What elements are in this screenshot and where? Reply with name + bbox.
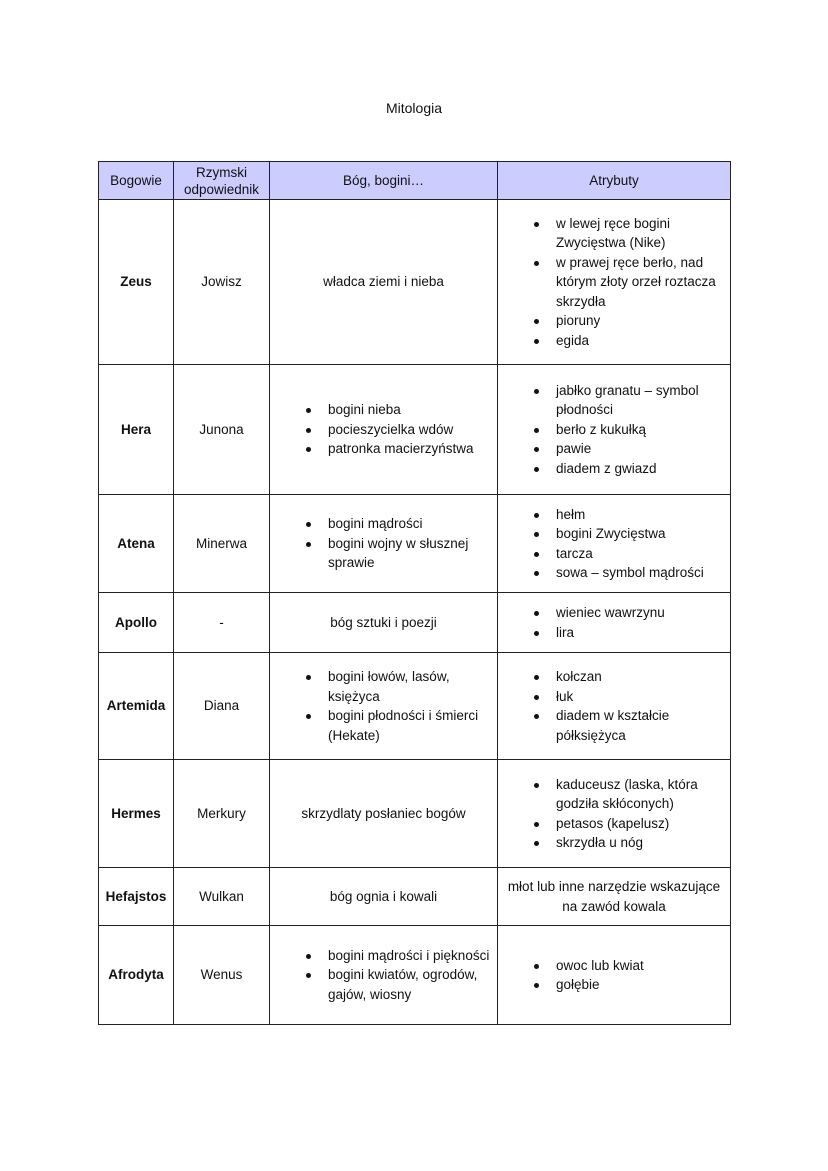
list-item: bogini Zwycięstwa [556,524,724,544]
list-item: skrzydła u nóg [556,833,724,853]
list-item: gołębie [556,975,724,995]
roman-equivalent: Jowisz [174,200,270,365]
god-name: Artemida [99,653,174,760]
list-item: diadem z gwiazd [556,459,724,479]
list-item: kołczan [556,667,724,687]
list-item: sowa – symbol mądrości [556,563,724,583]
list-item: egida [556,331,724,351]
god-name: Zeus [99,200,174,365]
list-item: bogini płodności i śmierci (Hekate) [328,706,491,745]
role-list [276,400,491,459]
list-item: bogini mądrości i piękności [328,946,491,966]
table-row [99,926,731,1025]
attributes-cell [498,495,731,593]
roman-equivalent: Diana [174,653,270,760]
list-item: bogini kwiatów, ogrodów, gajów, wiosny [328,965,491,1004]
roman-equivalent: Minerwa [174,495,270,593]
god-name: Afrodyta [99,926,174,1025]
list-item: wieniec wawrzynu [556,603,724,623]
attributes-cell: młot lub inne narzędzie wskazujące na zawód kowala [498,868,731,926]
list-item: bogini mądrości [328,514,491,534]
god-name: Atena [99,495,174,593]
table-row [99,365,731,495]
roman-equivalent: Wenus [174,926,270,1025]
attributes-list [504,775,724,853]
list-item: petasos (kapelusz) [556,814,724,834]
attributes-cell [498,760,731,868]
list-item: lira [556,623,724,643]
list-item: owoc lub kwiat [556,956,724,976]
attributes-cell [498,365,731,495]
list-item: pocieszycielka wdów [328,420,491,440]
role-list [276,667,491,745]
role-list [276,514,491,573]
header-roman: Rzymski odpowiednik [174,162,270,200]
god-name: Hermes [99,760,174,868]
attributes-cell [498,200,731,365]
list-item: jabłko granatu – symbol płodności [556,381,724,420]
god-name: Hera [99,365,174,495]
document-title: Mitologia [385,100,443,116]
table-row [99,868,731,926]
role-cell: skrzydlaty posłaniec bogów [270,760,498,868]
role-cell: władca ziemi i nieba [270,200,498,365]
list-item: bogini łowów, lasów, księżyca [328,667,491,706]
attributes-list [504,956,724,995]
role-cell [270,926,498,1025]
header-gods: Bogowie [99,162,174,200]
list-item: pawie [556,439,724,459]
list-item: diadem w kształcie półksiężyca [556,706,724,745]
table-row [99,495,731,593]
attributes-list [504,381,724,479]
attributes-list [504,214,724,351]
list-item: w prawej ręce berło, nad którym złoty orzeł roztacza skrzydła [556,253,724,312]
header-attributes: Atrybuty [498,162,731,200]
attributes-cell [498,926,731,1025]
attributes-cell [498,653,731,760]
role-cell: bóg sztuki i poezji [270,593,498,653]
header-role: Bóg, bogini… [270,162,498,200]
list-item: bogini nieba [328,400,491,420]
table-header-row [99,162,731,200]
role-cell [270,365,498,495]
attributes-list [504,505,724,583]
table-row [99,653,731,760]
roman-equivalent: Merkury [174,760,270,868]
roman-equivalent: - [174,593,270,653]
god-name: Hefajstos [99,868,174,926]
list-item: tarcza [556,544,724,564]
attributes-list [504,603,724,642]
table-row [99,200,731,365]
list-item: łuk [556,687,724,707]
list-item: patronka macierzyństwa [328,439,491,459]
list-item: kaduceusz (laska, która godziła skłóconych) [556,775,724,814]
roman-equivalent: Wulkan [174,868,270,926]
list-item: hełm [556,505,724,525]
list-item: w lewej ręce bogini Zwycięstwa (Nike) [556,214,724,253]
table-row [99,760,731,868]
table-body [99,200,731,1025]
roman-equivalent: Junona [174,365,270,495]
role-cell [270,653,498,760]
table-row [99,593,731,653]
attributes-cell [498,593,731,653]
list-item: bogini wojny w słusznej sprawie [328,534,491,573]
attributes-list [504,667,724,745]
role-cell [270,495,498,593]
list-item: pioruny [556,311,724,331]
god-name: Apollo [99,593,174,653]
role-list [276,946,491,1005]
role-cell: bóg ognia i kowali [270,868,498,926]
mythology-table [98,161,731,1025]
list-item: berło z kukułką [556,420,724,440]
